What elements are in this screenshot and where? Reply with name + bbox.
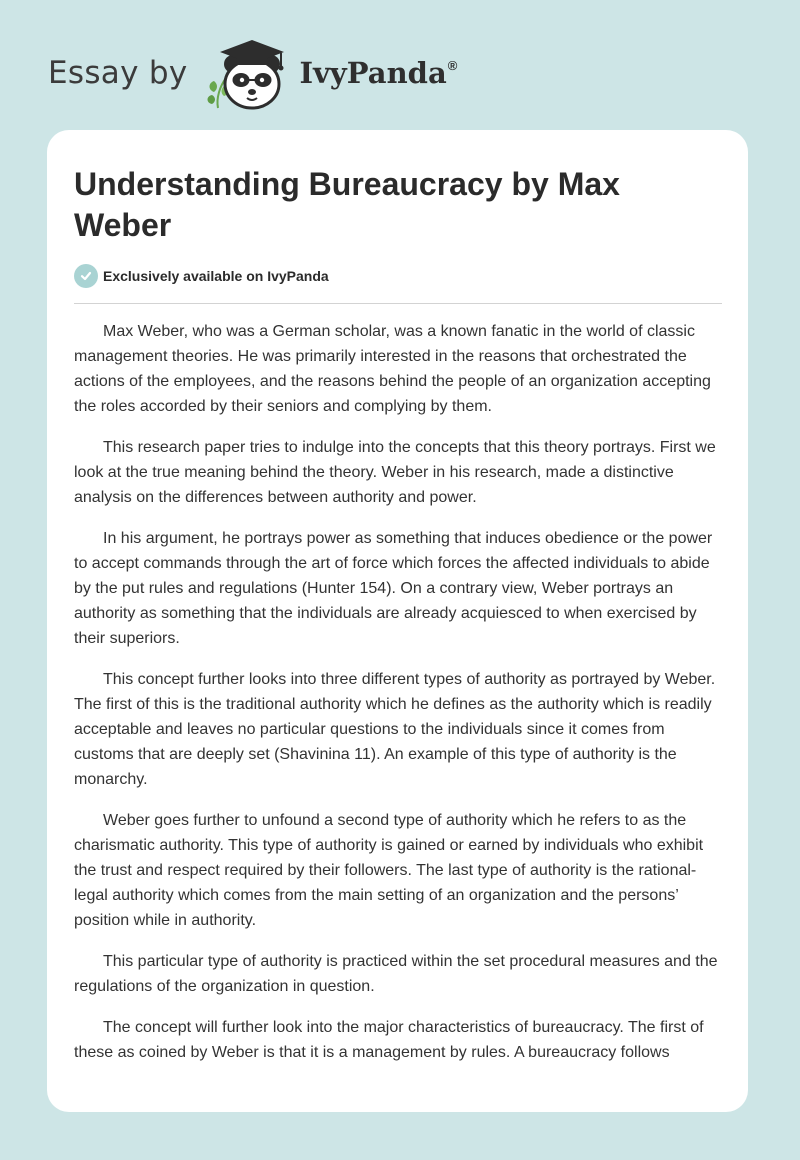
registered-mark: ® — [447, 58, 458, 73]
essay-title: Understanding Bureaucracy by Max Weber — [74, 166, 620, 243]
site-header-logo[interactable] — [48, 34, 457, 112]
panda-mascot-icon — [204, 34, 296, 112]
essay-paragraph: This particular type of authority is practiced within the set procedural measures and the regulations of the organization in question. — [74, 953, 718, 995]
brand-name-text: IvyPanda — [299, 56, 447, 90]
check-icon — [74, 264, 98, 288]
exclusive-label: Exclusively available on IvyPanda — [103, 268, 329, 284]
essay-paragraph: This concept further looks into three different types of authority as portrayed by Weber. The first of this is the traditional authority which he defines as the authority which is readily acceptable and leaves no particular questions to the individuals since it comes from customs that are deeply set (Shavinina 11). An example of this type of authority is the monarchy. — [74, 671, 716, 788]
essay-paragraph: This research paper tries to indulge into the concepts that this theory portrays. First we look at the true meaning behind the theory. Weber in his research, made a distinctive analysis on the differences between authority and power. — [74, 439, 716, 506]
essay-paragraph: In his argument, he portrays power as something that induces obedience or the power to accept commands through the art of force which forces the affected individuals to abide by the put rules and regulations (Hunter 154). On a contrary view, Weber portrays an authority as something that the individuals are already acquiesced to when exercised by their superiors. — [74, 530, 713, 647]
essay-paragraph: Max Weber, who was a German scholar, was a known fanatic in the world of classic management theories. He was primarily interested in the reasons that orchestrated the actions of the employees, and the reasons behind the people of an organization accepting the roles accorded by their seniors and complying by them. — [74, 323, 711, 415]
essay-body — [74, 319, 724, 1081]
essay-paragraph: Weber goes further to unfound a second type of authority which he refers to as the charismatic authority. This type of authority is gained or earned by individuals who exhibit the trust and respect required by their followers. The last type of authority is the rational-legal authority which comes from the main setting of an organization and the persons’ position while in authority. — [74, 812, 704, 929]
essay-by-label: Essay by — [48, 55, 188, 91]
essay-card — [47, 130, 748, 1112]
brand-name — [300, 56, 458, 90]
divider — [74, 303, 722, 304]
essay-paragraph: The concept will further look into the major characteristics of bureaucracy. The first of these as coined by Weber is that it is a management by rules. A bureaucracy follows — [74, 1019, 704, 1061]
exclusive-badge — [74, 264, 329, 288]
